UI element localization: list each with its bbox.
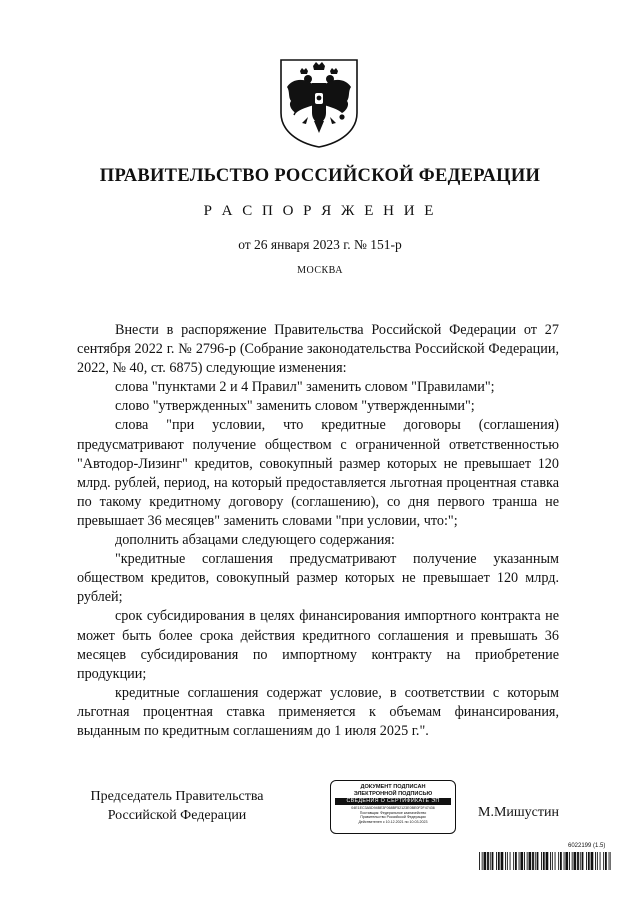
document-code: 6022199 (1.5) <box>568 843 606 849</box>
coat-of-arms-emblem <box>278 57 360 149</box>
body-paragraph: "кредитные соглашения предусматривают получение указанным обществом кредитов, совокупный размер которых не превышает 120 млрд. рублей; <box>77 551 559 606</box>
barcode-bar <box>595 852 596 870</box>
barcode-bar <box>560 852 562 870</box>
barcode-bar <box>580 852 581 870</box>
document-body <box>77 321 559 741</box>
stamp-issuer: Поставщик: Федеральное казначейство <box>359 810 427 815</box>
barcode-bar <box>586 852 587 870</box>
body-paragraph: дополнить абзацами следующего содержания: <box>115 532 395 549</box>
body-paragraph: Внести в распоряжение Правительства Российской Федерации от 27 сентября 2022 г. № 2796-р (Собрание законодательства Российской Федерации, 2022, № 40, ст. 6875) следующие изменения: <box>77 322 559 377</box>
barcode-bar <box>565 852 568 870</box>
barcode-bar <box>582 852 584 870</box>
barcode-bar <box>492 852 494 870</box>
barcode-bar <box>541 852 542 870</box>
barcode-bar <box>519 852 520 870</box>
barcode-bar <box>605 852 607 870</box>
body-paragraph: слова "пунктами 2 и 4 Правил" заменить словом "Правилами"; <box>115 379 495 396</box>
barcode-bar <box>550 852 551 870</box>
stamp-validity: Действителен с 10.12.2021 по 10.03.2023 <box>358 819 428 824</box>
barcode-bar <box>543 852 545 870</box>
barcode-bar <box>558 852 559 870</box>
barcode-bar <box>501 852 504 870</box>
electronic-signature-stamp <box>330 780 456 834</box>
barcode-bar <box>507 852 508 870</box>
barcode-bar <box>515 852 517 870</box>
barcode-bar <box>564 852 565 870</box>
barcode-bar <box>555 852 556 870</box>
barcode-bar <box>496 852 497 870</box>
barcode-bar <box>535 852 536 870</box>
body-paragraph: слово "утвержденных" заменить словом "утвержденными"; <box>115 398 475 415</box>
barcode <box>479 852 611 870</box>
stamp-serial: 04E1EC3A5D94BE3F068BF52123E0BE0F2F47436 <box>351 806 435 810</box>
barcode-bar <box>510 852 511 870</box>
barcode-bar <box>574 852 577 870</box>
barcode-bar <box>529 852 532 870</box>
signatory-name: М.Мишустин <box>478 805 559 820</box>
body-paragraph: срок субсидирования в целях финансирования импортного контракта не может быть более срока действия кредитного соглашения и превышать 36 месяцев субсидирования по импортному контракту на приобретение продукции; <box>77 608 559 682</box>
barcode-bar <box>482 852 483 870</box>
barcode-bar <box>603 852 604 870</box>
barcode-bar <box>572 852 573 870</box>
body-paragraph: слова "при условии, что кредитные договоры (соглашения) предусматривают получение обществом с ограниченной ответственностью "Автодор-Лизинг" кредитов, совокупный размер которых не превышает 120 млрд. рублей, период, на который предоставляется льготная процентная ставка по такому кредитному договору (соглашению), со дня первого транша не превышает 36 месяцев" заменить словами "при условии, что:"; <box>77 417 559 529</box>
barcode-bar <box>591 852 594 870</box>
signatory-position-line2: Российской Федерации <box>107 808 247 823</box>
barcode-bar <box>600 852 601 870</box>
barcode-bar <box>597 852 598 870</box>
barcode-bar <box>527 852 528 870</box>
signatory-position <box>77 787 277 825</box>
barcode-bar <box>588 852 590 870</box>
stamp-certificate-band: СВЕДЕНИЯ О СЕРТИФИКАТЕ ЭП <box>335 798 451 805</box>
document-title: ПРАВИТЕЛЬСТВО РОССИЙСКОЙ ФЕДЕРАЦИИ <box>99 166 541 186</box>
barcode-bar <box>569 852 570 870</box>
barcode-bar <box>577 852 579 870</box>
barcode-bar <box>524 852 525 870</box>
stamp-line2: ЭЛЕКТРОННОЙ ПОДПИСЬЮ <box>353 790 433 797</box>
barcode-bar <box>487 852 489 870</box>
barcode-bar <box>546 852 549 870</box>
barcode-bar <box>532 852 534 870</box>
signatory-position-line1: Председатель Правительства <box>90 789 264 804</box>
barcode-bar <box>552 852 553 870</box>
barcode-bar <box>513 852 514 870</box>
body-paragraph: кредитные соглашения содержат условие, в соответствии с которым льготная процентная ставка применяется к объемам финансирования, выданным по кредитным соглашениям до 1 июля 2025 г.". <box>77 684 559 739</box>
barcode-bar <box>498 852 500 870</box>
barcode-bar <box>610 852 611 870</box>
document-city: МОСКВА <box>297 265 343 276</box>
barcode-bar <box>520 852 523 870</box>
barcode-bar <box>484 852 487 870</box>
barcode-bar <box>479 852 480 870</box>
document-type: Р А С П О Р Я Ж Е Н И Е <box>203 203 437 219</box>
barcode-bar <box>609 852 610 870</box>
barcode-bar <box>537 852 539 870</box>
barcode-bar <box>490 852 491 870</box>
stamp-owner: Правительство Российской Федерации <box>360 815 426 820</box>
barcode-bar <box>505 852 506 870</box>
document-date-number: от 26 января 2023 г. № 151-р <box>238 237 402 252</box>
stamp-line1: ДОКУМЕНТ ПОДПИСАН <box>360 784 426 790</box>
